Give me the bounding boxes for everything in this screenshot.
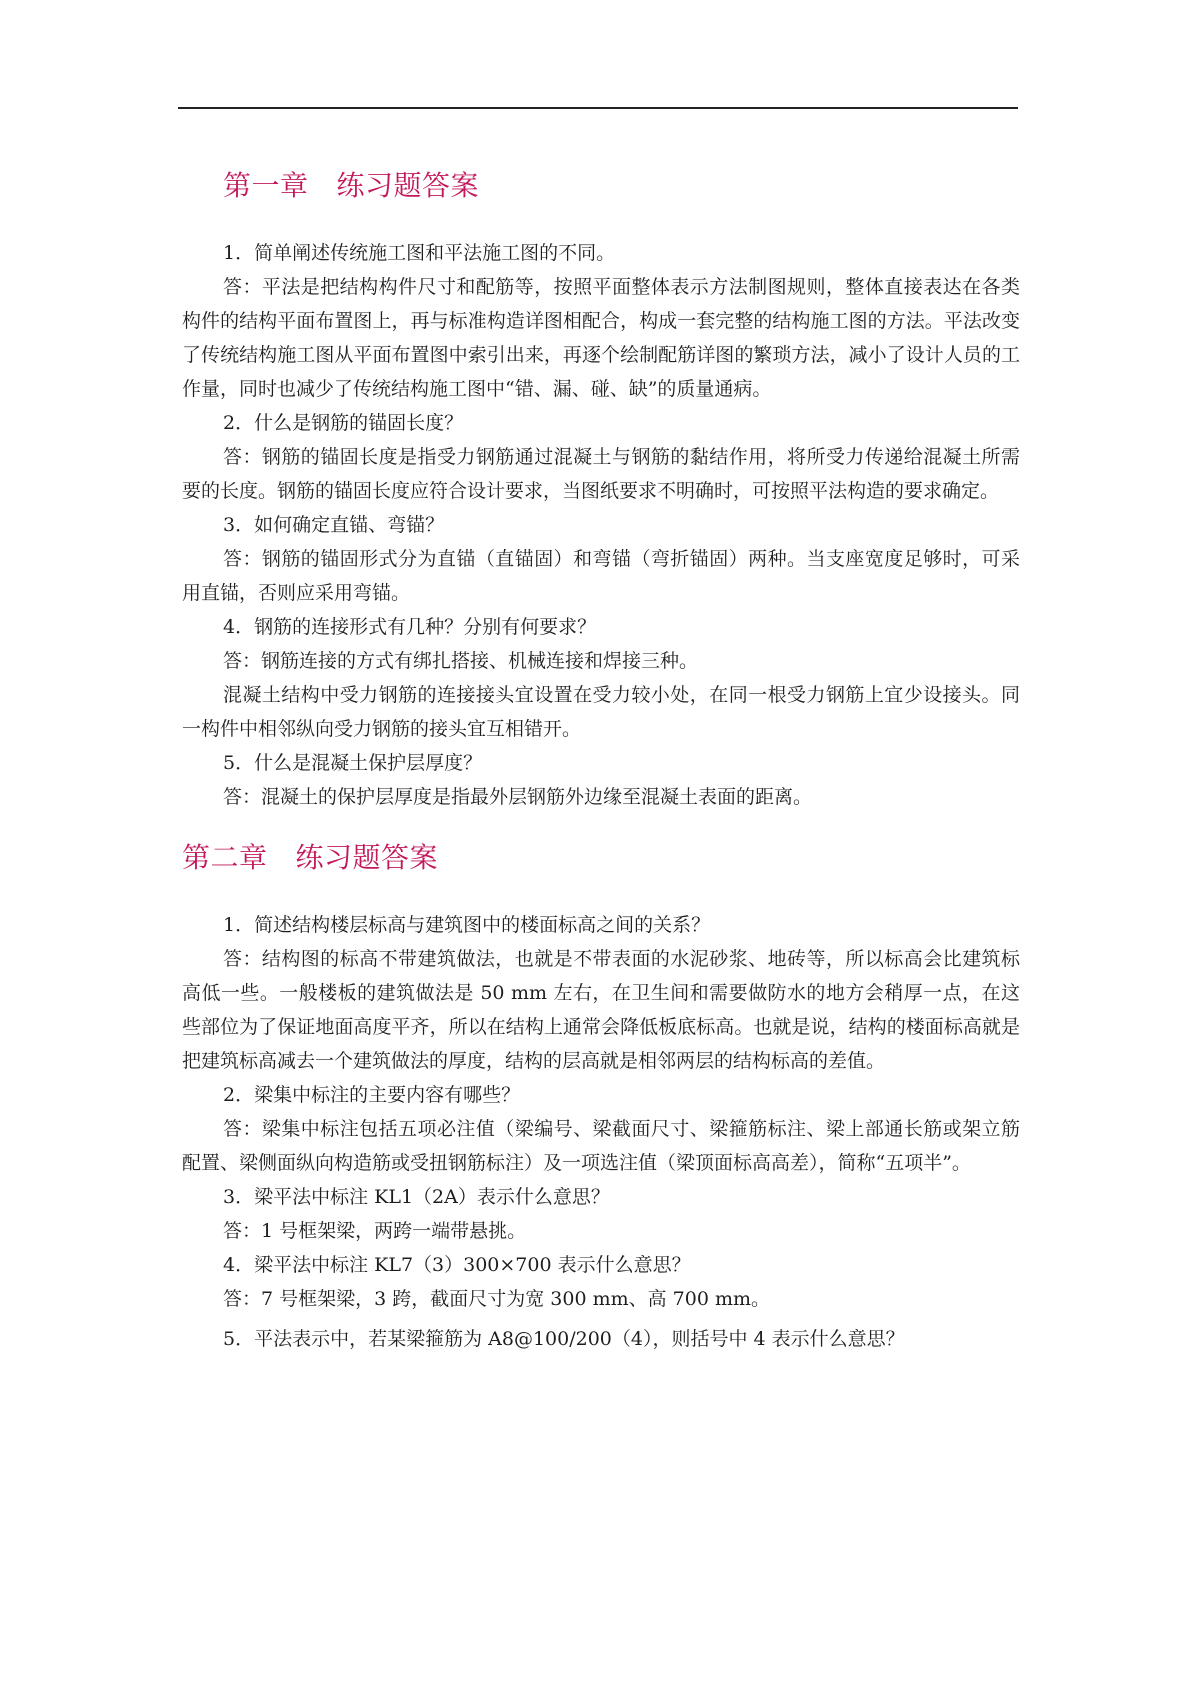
chapter-1-heading: 练习题答案 [336, 169, 480, 202]
ch2-answer-2: 答：梁集中标注包括五项必注值（梁编号、梁截面尺寸、梁箍筋标注、梁上部通长筋或架立筋配置、梁侧面纵向构造筋或受扭钢筋标注）及一项选注值（梁顶面标高高差），简称“五项半”。 [182, 1118, 1020, 1174]
ch1-answer-3: 答：钢筋的锚固形式分为直锚（直锚固）和弯锚（弯折锚固）两种。当支座宽度足够时，可采用直锚，否则应采用弯锚。 [182, 548, 1020, 604]
ch2-question-4: 4．梁平法中标注 KL7（3）300×700 表示什么意思？ [223, 1254, 691, 1276]
ch1-question-5: 5．什么是混凝土保护层厚度？ [223, 752, 483, 774]
ch1-question-1: 1．简单阐述传统施工图和平法施工图的不同。 [223, 242, 616, 264]
ch1-question-4: 4．钢筋的连接形式有几种？分别有何要求？ [223, 616, 597, 638]
ch1-answer-4-continued: 混凝土结构中受力钢筋的连接接头宜设置在受力较小处，在同一根受力钢筋上宜少设接头。同一构件中相邻纵向受力钢筋的接头宜互相错开。 [182, 684, 1020, 740]
page-content [182, 166, 1020, 1356]
ch2-question-1: 1．简述结构楼层标高与建筑图中的楼面标高之间的关系？ [223, 914, 711, 936]
chapter-2-title [182, 838, 1020, 878]
ch1-question-3: 3．如何确定直锚、弯锚？ [223, 514, 445, 536]
ch1-answer-4: 答：钢筋连接的方式有绑扎搭接、机械连接和焊接三种。 [223, 650, 699, 672]
ch1-question-2: 2．什么是钢筋的锚固长度？ [223, 412, 464, 434]
chapter-1-number: 第一章 [223, 169, 309, 202]
chapter-1-title [223, 166, 1020, 206]
ch2-answer-4: 答：7 号框架梁，3 跨，截面尺寸为宽 300 mm、高 700 mm。 [223, 1288, 771, 1310]
ch2-answer-1: 答：结构图的标高不带建筑做法，也就是不带表面的水泥砂浆、地砖等，所以标高会比建筑标高低一些。一般楼板的建筑做法是 50 mm 左右，在卫生间和需要做防水的地方会稍厚一点，在这些部位为了保证地面高度平齐，所以在结构上通常会降低板底标高。也就是说，结构的楼面标高就是把建筑标高减去一个建筑做法的厚度，结构的层高就是相邻两层的结构标高的差值。 [182, 948, 1020, 1072]
ch2-question-5: 5．平法表示中，若某梁箍筋为 A8@100/200（4），则括号中 4 表示什么意思？ [223, 1328, 905, 1350]
chapter-2-heading: 练习题答案 [295, 841, 439, 874]
header-rule [178, 107, 1018, 109]
chapter-2-number: 第二章 [182, 841, 268, 874]
ch1-answer-1: 答：平法是把结构构件尺寸和配筋等，按照平面整体表示方法制图规则，整体直接表达在各类构件的结构平面布置图上，再与标准构造详图相配合，构成一套完整的结构施工图的方法。平法改变了传统结构施工图从平面布置图中索引出来，再逐个绘制配筋详图的繁琐方法，减小了设计人员的工作量，同时也减少了传统结构施工图中“错、漏、碰、缺”的质量通病。 [182, 276, 1020, 400]
ch1-answer-2: 答：钢筋的锚固长度是指受力钢筋通过混凝土与钢筋的黏结作用，将所受力传递给混凝土所需要的长度。钢筋的锚固长度应符合设计要求，当图纸要求不明确时，可按照平法构造的要求确定。 [182, 446, 1020, 502]
ch2-answer-3: 答：1 号框架梁，两跨一端带悬挑。 [223, 1220, 527, 1242]
ch2-question-3: 3．梁平法中标注 KL1（2A）表示什么意思？ [223, 1186, 610, 1208]
ch1-answer-5: 答：混凝土的保护层厚度是指最外层钢筋外边缘至混凝土表面的距离。 [223, 786, 813, 808]
ch2-question-2: 2．梁集中标注的主要内容有哪些？ [223, 1084, 521, 1106]
